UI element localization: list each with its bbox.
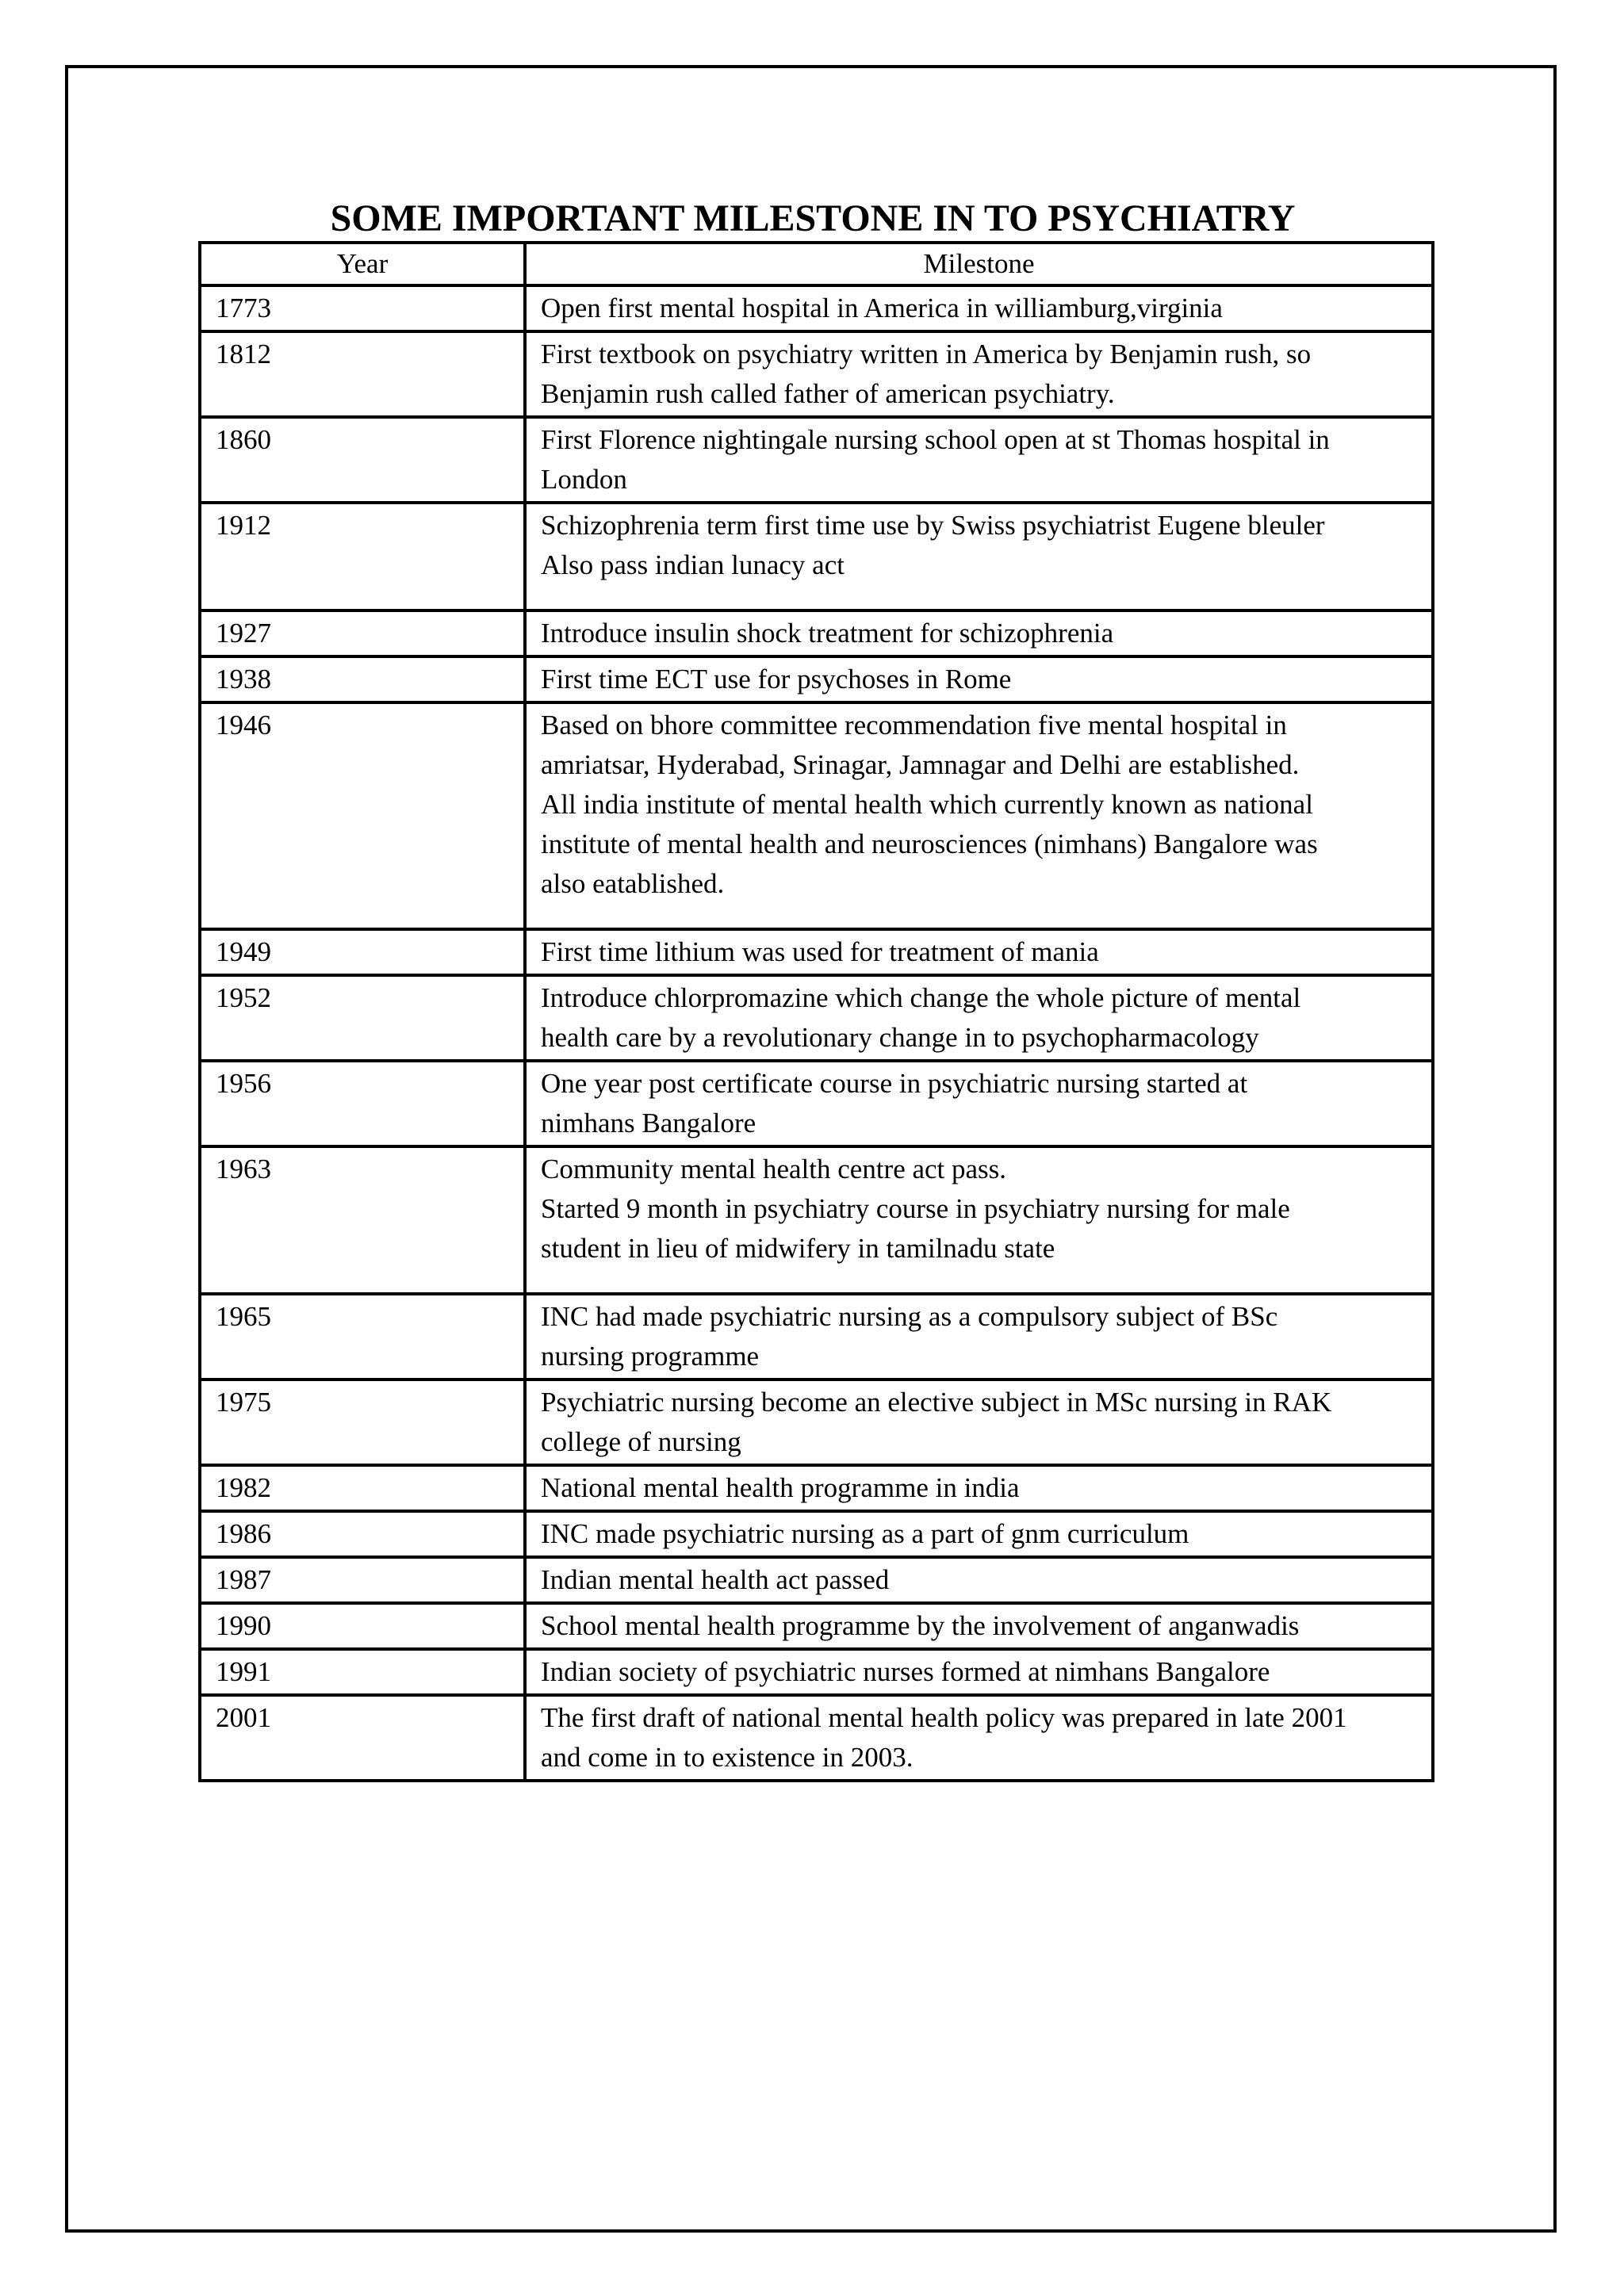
year-cell: 1949 (200, 929, 525, 975)
year-cell: 1986 (200, 1511, 525, 1557)
milestone-cell: Schizophrenia term first time use by Swiss psychiatrist Eugene bleuler Also pass indian lunacy act (525, 503, 1433, 610)
table-row (200, 1380, 1433, 1465)
year-cell: 1812 (200, 331, 525, 417)
milestone-cell: Indian society of psychiatric nurses formed at nimhans Bangalore (525, 1649, 1433, 1695)
milestone-cell: Based on bhore committee recommendation five mental hospital in amriatsar, Hyderabad, Srinagar, Jamnagar and Delhi are established. All india institute of mental health which currently known as national institute of mental health and neurosciences (nimhans) Bangalore was also eatablished. (525, 702, 1433, 929)
milestone-cell: Introduce chlorpromazine which change the whole picture of mental health care by a revolutionary change in to psychopharmacology (525, 975, 1433, 1061)
table-row (200, 417, 1433, 503)
table-row (200, 610, 1433, 656)
milestone-cell: Community mental health centre act pass. Started 9 month in psychiatry course in psychiatry nursing for male student in lieu of midwifery in tamilnadu state (525, 1146, 1433, 1294)
year-cell: 2001 (200, 1695, 525, 1781)
milestone-cell: First Florence nightingale nursing school open at st Thomas hospital in London (525, 417, 1433, 503)
table-row (200, 1061, 1433, 1146)
column-header-year: Year (200, 243, 525, 285)
year-cell: 1927 (200, 610, 525, 656)
year-cell: 1952 (200, 975, 525, 1061)
milestone-cell: First time ECT use for psychoses in Rome (525, 656, 1433, 702)
milestone-cell: Open first mental hospital in America in williamburg,virginia (525, 285, 1433, 331)
table-row (200, 975, 1433, 1061)
year-cell: 1912 (200, 503, 525, 610)
document-title: SOME IMPORTANT MILESTONE IN TO PSYCHIATRY (330, 197, 1296, 239)
year-cell: 1773 (200, 285, 525, 331)
column-header-milestone: Milestone (525, 243, 1433, 285)
year-cell: 1965 (200, 1294, 525, 1380)
table-row (200, 285, 1433, 331)
milestone-cell: Introduce insulin shock treatment for schizophrenia (525, 610, 1433, 656)
year-cell: 1956 (200, 1061, 525, 1146)
table-row (200, 1511, 1433, 1557)
milestone-cell: School mental health programme by the involvement of anganwadis (525, 1603, 1433, 1649)
year-cell: 1991 (200, 1649, 525, 1695)
year-cell: 1938 (200, 656, 525, 702)
table-row (200, 1695, 1433, 1781)
milestone-cell: Indian mental health act passed (525, 1557, 1433, 1603)
milestone-cell: One year post certificate course in psychiatric nursing started at nimhans Bangalore (525, 1061, 1433, 1146)
table-row (200, 503, 1433, 610)
year-cell: 1987 (200, 1557, 525, 1603)
milestone-cell: Psychiatric nursing become an elective subject in MSc nursing in RAK college of nursing (525, 1380, 1433, 1465)
table-row (200, 1294, 1433, 1380)
table-row (200, 1603, 1433, 1649)
milestone-cell: National mental health programme in india (525, 1465, 1433, 1511)
table-row (200, 929, 1433, 975)
year-cell: 1860 (200, 417, 525, 503)
table-row (200, 331, 1433, 417)
milestone-cell: INC had made psychiatric nursing as a compulsory subject of BSc nursing programme (525, 1294, 1433, 1380)
year-cell: 1990 (200, 1603, 525, 1649)
milestone-cell: First textbook on psychiatry written in America by Benjamin rush, so Benjamin rush called father of american psychiatry. (525, 331, 1433, 417)
table-row (200, 656, 1433, 702)
year-cell: 1946 (200, 702, 525, 929)
milestone-cell: First time lithium was used for treatment of mania (525, 929, 1433, 975)
milestone-cell: The first draft of national mental health policy was prepared in late 2001 and come in to existence in 2003. (525, 1695, 1433, 1781)
milestone-cell: INC made psychiatric nursing as a part of gnm curriculum (525, 1511, 1433, 1557)
table-row (200, 1557, 1433, 1603)
table-row (200, 1146, 1433, 1294)
table-row (200, 702, 1433, 929)
table-header-row (200, 243, 1433, 285)
year-cell: 1975 (200, 1380, 525, 1465)
table-row (200, 1465, 1433, 1511)
year-cell: 1963 (200, 1146, 525, 1294)
milestones-table (198, 241, 1434, 1782)
table-row (200, 1649, 1433, 1695)
year-cell: 1982 (200, 1465, 525, 1511)
